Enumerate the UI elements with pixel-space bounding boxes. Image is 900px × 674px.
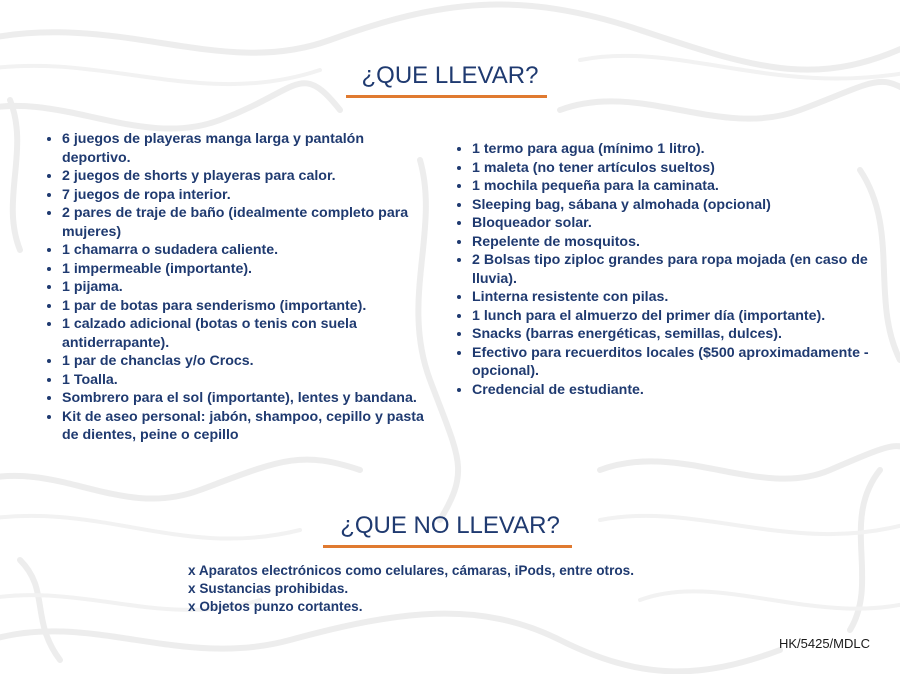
- list-item: • Snacks (barras energéticas, semillas, dulces).: [472, 325, 872, 344]
- list-item: • 6 juegos de playeras manga larga y pantalón deportivo.: [62, 130, 434, 167]
- list-item: • 7 juegos de ropa interior.: [62, 186, 434, 205]
- list-item: • 1 par de chanclas y/o Crocs.: [62, 352, 434, 371]
- what-not-to-bring-title: ¿QUE NO LLEVAR?: [340, 512, 560, 539]
- document-code: HK/5425/MDLC: [778, 636, 870, 651]
- list-item: • Bloqueador solar.: [472, 214, 872, 233]
- bring-list-right: [455, 140, 872, 399]
- list-item: • Efectivo para recuerditos locales ($500 aproximadamente - opcional).: [472, 344, 872, 381]
- not-bring-list: [188, 562, 634, 616]
- list-item: • 1 maleta (no tener artículos sueltos): [472, 159, 872, 178]
- what-to-bring-underline: [346, 95, 547, 98]
- list-item: • Kit de aseo personal: jabón, shampoo, cepillo y pasta de dientes, peine o cepillo: [62, 408, 434, 445]
- list-item: x Sustancias prohibidas.: [188, 581, 349, 596]
- list-item: • Sombrero para el sol (importante), lentes y bandana.: [62, 389, 434, 408]
- list-item: • 1 pijama.: [62, 278, 434, 297]
- list-item: • 1 lunch para el almuerzo del primer día (importante).: [472, 307, 872, 326]
- what-not-to-bring-underline: [323, 545, 572, 548]
- what-to-bring-title: ¿QUE LLEVAR?: [361, 62, 539, 89]
- list-item: • 2 juegos de shorts y playeras para calor.: [62, 167, 434, 186]
- list-item: • Credencial de estudiante.: [472, 381, 872, 400]
- list-item: • 2 Bolsas tipo ziploc grandes para ropa mojada (en caso de lluvia).: [472, 251, 872, 288]
- list-item: • Repelente de mosquitos.: [472, 233, 872, 252]
- list-item: • 1 mochila pequeña para la caminata.: [472, 177, 872, 196]
- list-item: • Sleeping bag, sábana y almohada (opcional): [472, 196, 872, 215]
- list-item: • 1 Toalla.: [62, 371, 434, 390]
- list-item: • 2 pares de traje de baño (idealmente completo para mujeres): [62, 204, 434, 241]
- list-item: x Aparatos electrónicos como celulares, cámaras, iPods, entre otros.: [188, 563, 634, 578]
- list-item: • 1 impermeable (importante).: [62, 260, 434, 279]
- bring-list-left: [45, 130, 434, 445]
- list-item: • 1 calzado adicional (botas o tenis con suela antiderrapante).: [62, 315, 434, 352]
- list-item: x Objetos punzo cortantes.: [188, 599, 363, 614]
- list-item: • 1 par de botas para senderismo (importante).: [62, 297, 434, 316]
- list-item: • 1 chamarra o sudadera caliente.: [62, 241, 434, 260]
- list-item: • 1 termo para agua (mínimo 1 litro).: [472, 140, 872, 159]
- list-item: • Linterna resistente con pilas.: [472, 288, 872, 307]
